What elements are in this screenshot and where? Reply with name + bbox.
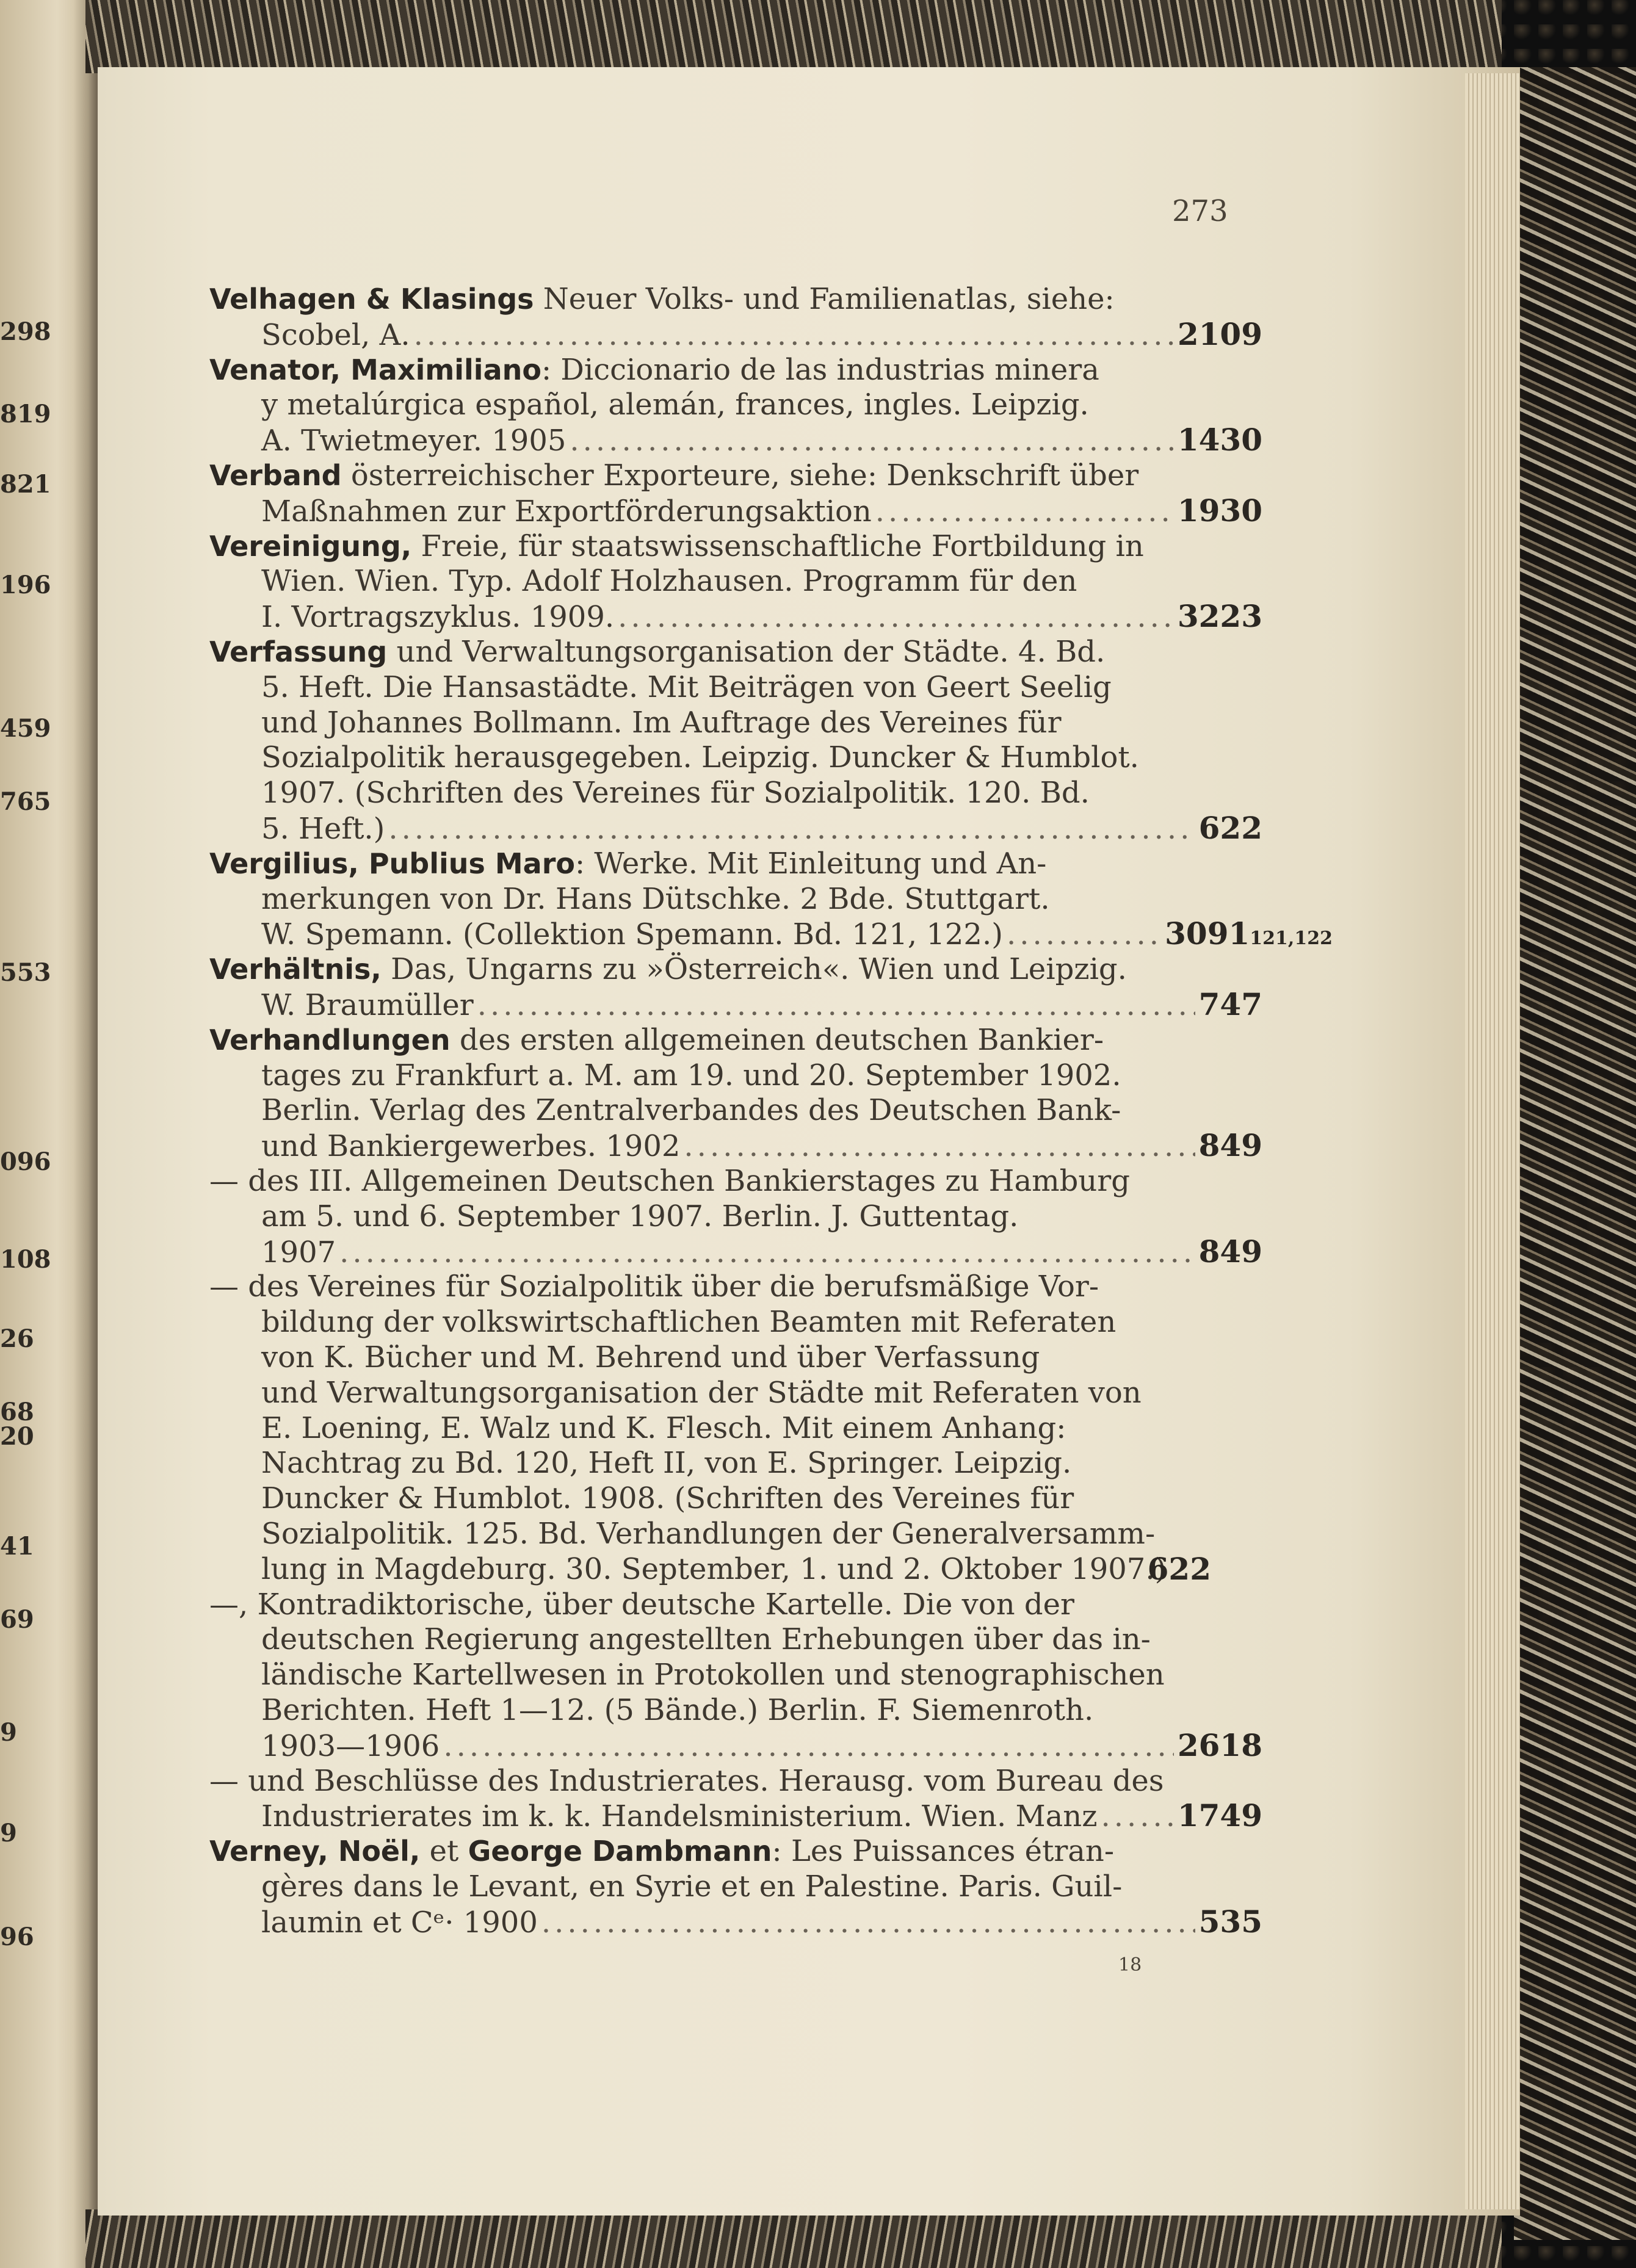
left-margin-number: 41 bbox=[0, 1532, 34, 1561]
entry-text: I. Vortragszyklus. 1909. bbox=[261, 600, 615, 635]
left-margin-number: 69 bbox=[0, 1605, 34, 1634]
entry-text: merkungen von Dr. Hans Dütschke. 2 Bde. Stuttgart. bbox=[261, 881, 1050, 916]
entry-text: Berlin. Verlag des Zentralverbandes des Deutschen Bank- bbox=[261, 1093, 1121, 1128]
entry-text: Maßnahmen zur Exportförderungsaktion bbox=[261, 494, 872, 529]
dot-leader bbox=[541, 1905, 1195, 1940]
entry-headword: Velhagen & Klasings bbox=[209, 283, 534, 316]
left-margin-number: 765 bbox=[0, 787, 51, 816]
entry-text: 5. Heft.) bbox=[261, 812, 385, 846]
entry-text: 5. Heft. Die Hansastädte. Mit Beiträgen von Geert Seelig bbox=[261, 670, 1112, 704]
call-number bbox=[1178, 1798, 1262, 1833]
entry-line bbox=[261, 1410, 1211, 1446]
entry-text: bildung der volkswirtschaftlichen Beamten mit Referaten bbox=[261, 1305, 1117, 1340]
dot-leader bbox=[684, 1129, 1195, 1164]
entry-line bbox=[261, 1551, 1211, 1587]
entry-line bbox=[261, 811, 1262, 846]
call-number-value: 3091 bbox=[1165, 916, 1250, 952]
call-number-value: 1930 bbox=[1177, 492, 1262, 529]
entry-line bbox=[261, 1445, 1211, 1481]
entry-line bbox=[209, 634, 1211, 670]
entry-text: 1907. (Schriften des Vereines für Sozialpolitik. 120. Bd. bbox=[261, 776, 1090, 811]
dot-leader bbox=[477, 988, 1195, 1023]
call-number bbox=[1178, 599, 1262, 634]
left-margin-number: 96 bbox=[0, 1923, 34, 1951]
ditto-dash: — bbox=[209, 1269, 239, 1304]
call-number-value: 747 bbox=[1198, 986, 1262, 1022]
bottom-marbled-edge bbox=[85, 2209, 1502, 2268]
signature-mark: 18 bbox=[1118, 1954, 1142, 1976]
page-stack-edge bbox=[1465, 73, 1520, 2209]
page-number: 273 bbox=[1172, 194, 1228, 228]
entry-line bbox=[261, 1798, 1262, 1833]
entry-line bbox=[261, 1340, 1211, 1375]
entry-line bbox=[261, 1058, 1211, 1093]
entry-headword: Verband bbox=[209, 459, 342, 492]
call-number bbox=[1165, 916, 1333, 956]
call-number bbox=[1178, 1728, 1262, 1763]
entry-line bbox=[209, 952, 1211, 987]
call-number-volumes: 121,122 bbox=[1250, 928, 1333, 950]
entry-text: des ersten allgemeinen deutschen Bankier- bbox=[450, 1022, 1104, 1057]
entry-text: E. Loening, E. Walz und K. Flesch. Mit einem Anhang: bbox=[261, 1410, 1066, 1445]
call-number-value: 2618 bbox=[1177, 1727, 1262, 1763]
entry-text: y metalúrgica español, alemán, frances, ingles. Leipzig. bbox=[261, 388, 1089, 422]
entry-line bbox=[261, 775, 1211, 811]
entry-line bbox=[261, 740, 1211, 775]
entry-line bbox=[261, 1304, 1211, 1340]
entry-headword: Vereinigung, bbox=[209, 529, 412, 563]
dot-leader bbox=[414, 317, 1174, 353]
call-number bbox=[1148, 1551, 1211, 1587]
entry-line bbox=[261, 1199, 1211, 1234]
dot-leader bbox=[570, 423, 1173, 458]
entry-line bbox=[209, 1163, 1211, 1199]
entry-text: und Verwaltungsorganisation der Städte. 4. Bd. bbox=[387, 635, 1106, 669]
call-number-value: 622 bbox=[1198, 810, 1262, 846]
entry-text: gères dans le Levant, en Syrie et en Palestine. Paris. Guil- bbox=[261, 1869, 1123, 1904]
entry-line bbox=[209, 846, 1211, 881]
dot-leader bbox=[1101, 1799, 1173, 1834]
entry-text: W. Braumüller bbox=[261, 988, 474, 1022]
entry-text: laumin et Cᵉ· 1900 bbox=[261, 1905, 538, 1940]
entry-headword: Venator, Maximiliano bbox=[209, 353, 541, 386]
entry-line bbox=[261, 881, 1211, 917]
entry-line bbox=[261, 493, 1262, 529]
left-margin-number: 196 bbox=[0, 571, 51, 599]
call-number bbox=[1199, 1904, 1262, 1940]
dot-leader bbox=[1007, 917, 1161, 952]
left-margin-number: 9 bbox=[0, 1718, 17, 1747]
ditto-dash: —, bbox=[209, 1587, 248, 1622]
entry-text: und Verwaltungsorganisation der Städte mit Referaten von bbox=[261, 1375, 1142, 1410]
entry-text: Scobel, A. bbox=[261, 317, 410, 352]
entry-text: und Beschlüsse des Industrierates. Herausg. vom Bureau des bbox=[239, 1763, 1164, 1798]
call-number-value: 1749 bbox=[1177, 1797, 1262, 1834]
entry-text: Freie, für staatswissenschaftliche Fortbildung in bbox=[411, 529, 1144, 563]
entry-text: Kontradiktorische, über deutsche Kartelle. Die von der bbox=[248, 1587, 1074, 1622]
entry-line bbox=[261, 1375, 1211, 1410]
entry-text: und Bankiergewerbes. 1902 bbox=[261, 1129, 681, 1164]
entry-text: am 5. und 6. September 1907. Berlin. J. Guttentag. bbox=[261, 1199, 1019, 1233]
entry-text: des III. Allgemeinen Deutschen Bankierstages zu Hamburg bbox=[239, 1164, 1130, 1198]
left-margin-number: 459 bbox=[0, 714, 51, 743]
entry-line bbox=[261, 1128, 1262, 1163]
entry-line bbox=[261, 916, 1333, 952]
call-number bbox=[1199, 987, 1262, 1022]
entry-line bbox=[261, 563, 1211, 599]
entry-headword: Verhandlungen bbox=[209, 1023, 451, 1056]
ditto-dash: — bbox=[209, 1164, 239, 1198]
left-margin-number: 26 bbox=[0, 1324, 34, 1353]
entry-text: : Les Puissances étran- bbox=[772, 1834, 1115, 1869]
call-number-value: 535 bbox=[1198, 1903, 1262, 1940]
entry-text: Industrierates im k. k. Handelsministerium. Wien. Manz bbox=[261, 1799, 1098, 1834]
top-marbled-edge bbox=[85, 0, 1502, 73]
call-number bbox=[1178, 317, 1262, 352]
call-number bbox=[1178, 493, 1262, 529]
entry-line bbox=[209, 1763, 1211, 1799]
call-number bbox=[1199, 1128, 1262, 1163]
entry-line bbox=[261, 317, 1262, 352]
entry-line bbox=[209, 1269, 1211, 1304]
entry-line bbox=[209, 529, 1211, 564]
left-margin-number: 68 bbox=[0, 1398, 34, 1426]
entry-line bbox=[261, 599, 1262, 634]
entry-line bbox=[261, 1904, 1262, 1940]
entry-text: 1907 bbox=[261, 1235, 336, 1269]
entry-headword: Verhältnis, bbox=[209, 953, 382, 986]
left-margin-number: 298 bbox=[0, 317, 51, 346]
dot-leader bbox=[618, 599, 1174, 635]
entry-headword: Verney, Noël, bbox=[209, 1835, 421, 1868]
dot-leader bbox=[388, 811, 1195, 847]
entry-line bbox=[261, 1481, 1211, 1516]
entry-text: von K. Bücher und M. Behrend und über Verfassung bbox=[261, 1340, 1040, 1374]
entry-text: lung in Magdeburg. 30. September, 1. und 2. Oktober 1907.) bbox=[261, 1551, 1167, 1586]
entry-line bbox=[261, 1692, 1211, 1728]
left-margin-number: 553 bbox=[0, 958, 51, 987]
entry-text: tages zu Frankfurt a. M. am 19. und 20. September 1902. bbox=[261, 1058, 1121, 1092]
call-number-value: 2109 bbox=[1177, 316, 1262, 352]
call-number-value: 849 bbox=[1198, 1233, 1262, 1269]
entry-line bbox=[209, 1587, 1211, 1622]
dot-leader bbox=[339, 1235, 1195, 1270]
entry-text: : Werke. Mit Einleitung und An- bbox=[575, 846, 1047, 881]
entry-text: W. Spemann. (Collektion Spemann. Bd. 121, 122.) bbox=[261, 917, 1003, 952]
call-number-value: 849 bbox=[1198, 1127, 1262, 1164]
left-margin-number: 9 bbox=[0, 1819, 17, 1847]
marbled-endpaper bbox=[1514, 67, 1636, 2240]
call-number-value: 3223 bbox=[1177, 598, 1262, 635]
entry-line bbox=[209, 1022, 1211, 1058]
entry-line bbox=[261, 1728, 1262, 1763]
entry-text: ländische Kartellwesen in Protokollen und stenographischen bbox=[261, 1658, 1165, 1692]
entry-text: : Diccionario de las industrias minera bbox=[541, 352, 1099, 387]
entry-line bbox=[209, 352, 1211, 388]
ditto-dash: — bbox=[209, 1763, 239, 1798]
left-margin-number: 108 bbox=[0, 1245, 51, 1274]
dot-leader bbox=[443, 1728, 1174, 1764]
entry-text: Sozialpolitik. 125. Bd. Verhandlungen der Generalversamm- bbox=[261, 1517, 1156, 1551]
entry-text: österreichischer Exporteure, siehe: Denkschrift über bbox=[341, 458, 1139, 493]
entry-line bbox=[261, 422, 1262, 458]
entry-text: Berichten. Heft 1—12. (5 Bände.) Berlin. F. Siemenroth. bbox=[261, 1693, 1094, 1727]
left-margin-number: 096 bbox=[0, 1147, 51, 1176]
call-number bbox=[1178, 422, 1262, 458]
entry-text: deutschen Regierung angestellten Erhebungen über das in- bbox=[261, 1622, 1151, 1657]
left-margin-number: 821 bbox=[0, 470, 51, 499]
call-number bbox=[1199, 1234, 1262, 1269]
call-number bbox=[1199, 811, 1262, 846]
entry-headword: George Dambmann bbox=[468, 1835, 772, 1868]
entry-line bbox=[261, 1869, 1211, 1904]
entry-text: Das, Ungarns zu »Österreich«. Wien und Leipzig. bbox=[381, 952, 1127, 987]
entry-line bbox=[261, 1657, 1211, 1692]
entry-line bbox=[261, 1092, 1211, 1128]
entry-text: Sozialpolitik herausgegeben. Leipzig. Duncker & Humblot. bbox=[261, 740, 1139, 775]
left-margin-number: 819 bbox=[0, 400, 51, 428]
entry-text: Duncker & Humblot. 1908. (Schriften des Vereines für bbox=[261, 1481, 1074, 1516]
entry-line bbox=[261, 670, 1211, 705]
entry-text: und Johannes Bollmann. Im Auftrage des Vereines für bbox=[261, 705, 1062, 740]
entry-text: et bbox=[420, 1834, 468, 1869]
left-margin-number: 20 bbox=[0, 1422, 34, 1451]
entry-line bbox=[261, 1234, 1262, 1269]
entry-headword: Verfassung bbox=[209, 635, 388, 668]
entry-text: des Vereines für Sozialpolitik über die berufsmäßige Vor- bbox=[239, 1269, 1099, 1304]
entry-text: Neuer Volks- und Familienatlas, siehe: bbox=[534, 282, 1115, 316]
call-number-value: 622 bbox=[1147, 1550, 1211, 1587]
dot-leader bbox=[875, 494, 1174, 529]
entry-headword: Vergilius, Publius Maro bbox=[209, 847, 575, 880]
entry-text: A. Twietmeyer. 1905 bbox=[261, 424, 566, 458]
entry-line bbox=[209, 458, 1211, 493]
entry-text: 1903—1906 bbox=[261, 1728, 440, 1763]
entry-line bbox=[209, 281, 1211, 317]
entry-line bbox=[261, 387, 1211, 422]
call-number-value: 1430 bbox=[1177, 422, 1262, 458]
entry-text: Wien. Wien. Typ. Adolf Holzhausen. Programm für den bbox=[261, 564, 1077, 599]
entry-line bbox=[261, 705, 1211, 740]
entry-line bbox=[261, 1622, 1211, 1657]
entry-text: Nachtrag zu Bd. 120, Heft II, von E. Springer. Leipzig. bbox=[261, 1446, 1072, 1481]
entry-line bbox=[209, 1833, 1211, 1869]
entry-line bbox=[261, 987, 1262, 1022]
entry-line bbox=[261, 1516, 1211, 1551]
